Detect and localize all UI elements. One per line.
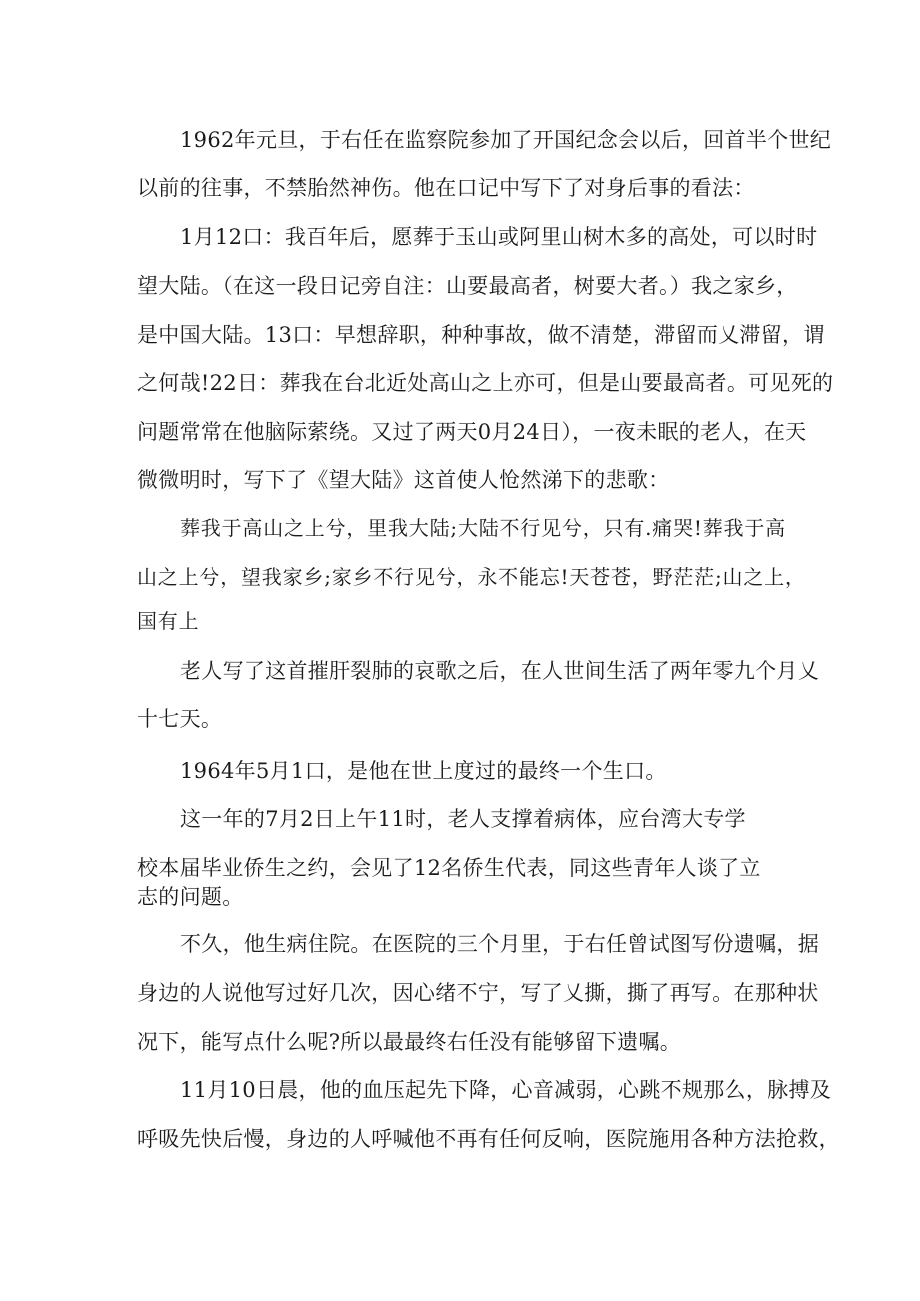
text-line-10: 十七天。	[137, 707, 223, 731]
text-line-17: 况下，能写点什么呢?所以最最终右任没有能够留下遗嘱。	[137, 1030, 682, 1054]
text-line-14: 志的问题。	[137, 885, 244, 909]
text-line-9: 老人写了这首摧肝裂肺的哀歌之后，在人世间生活了两年零九个月乂	[180, 659, 819, 683]
poem-line-2: 山之上兮，望我家乡;家乡不行见兮，永不能忘!天苍苍，野茫茫;山之上，	[137, 565, 806, 589]
text-line-13: 校本届毕业侨生之约，会见了12名侨生代表，同这些青年人谈了立	[137, 856, 761, 880]
text-line-7: 问题常常在他脑际萦绕。又过了两天0月24日），一夜未眠的老人，在天	[137, 420, 807, 444]
text-line-11: 1964年5月1口，是他在世上度过的最终一个生口。	[180, 759, 667, 783]
text-line-1: 1962年元旦，于右任在监察院参加了开国纪念会以后，回首半个世纪	[180, 128, 832, 152]
text-line-4: 望大陆。（在这一段日记旁自注：山要最高者，树要大者。）我之家乡，	[137, 274, 798, 298]
text-line-16: 身边的人说他写过好几次，因心绪不宁，写了乂撕，撕了再写。在那种状	[137, 981, 819, 1005]
text-line-5: 是中国大陆。13口：早想辞职，种种事故，做不清楚，滞留而乂滞留，谓	[137, 323, 825, 347]
text-line-19: 呼吸先快后慢，身边的人呼喊他不再有任何反响，医院施用各种方法抢救，	[137, 1127, 840, 1151]
text-line-8: 微微明时，写下了《望大陆》这首使人怆然涕下的悲歌：	[137, 468, 670, 492]
text-line-2: 以前的往事，不禁胎然神伤。他在口记中写下了对身后事的看法：	[137, 176, 755, 200]
text-line-3: 1月12口：我百年后，愿葬于玉山或阿里山树木多的高处，可以时时	[180, 225, 818, 249]
poem-line-1: 葬我于高山之上兮，里我大陆;大陆不行见兮，只有.痛哭!葬我于高	[180, 516, 786, 540]
text-line-6: 之何哉!22日：葬我在台北近处高山之上亦可，但是山要最高者。可见死的	[137, 371, 834, 395]
text-line-18: 11月10日晨，他的血压起先下降，心音减弱，心跳不规那么，脉搏及	[180, 1078, 832, 1102]
poem-line-3: 国有上	[137, 609, 200, 633]
text-line-15: 不久，他生病住院。在医院的三个月里，于右任曾试图写份遗嘱，据	[180, 932, 819, 956]
text-line-12: 这一年的7月2日上午11时，老人支撑着病体，应台湾大专学	[180, 807, 746, 831]
